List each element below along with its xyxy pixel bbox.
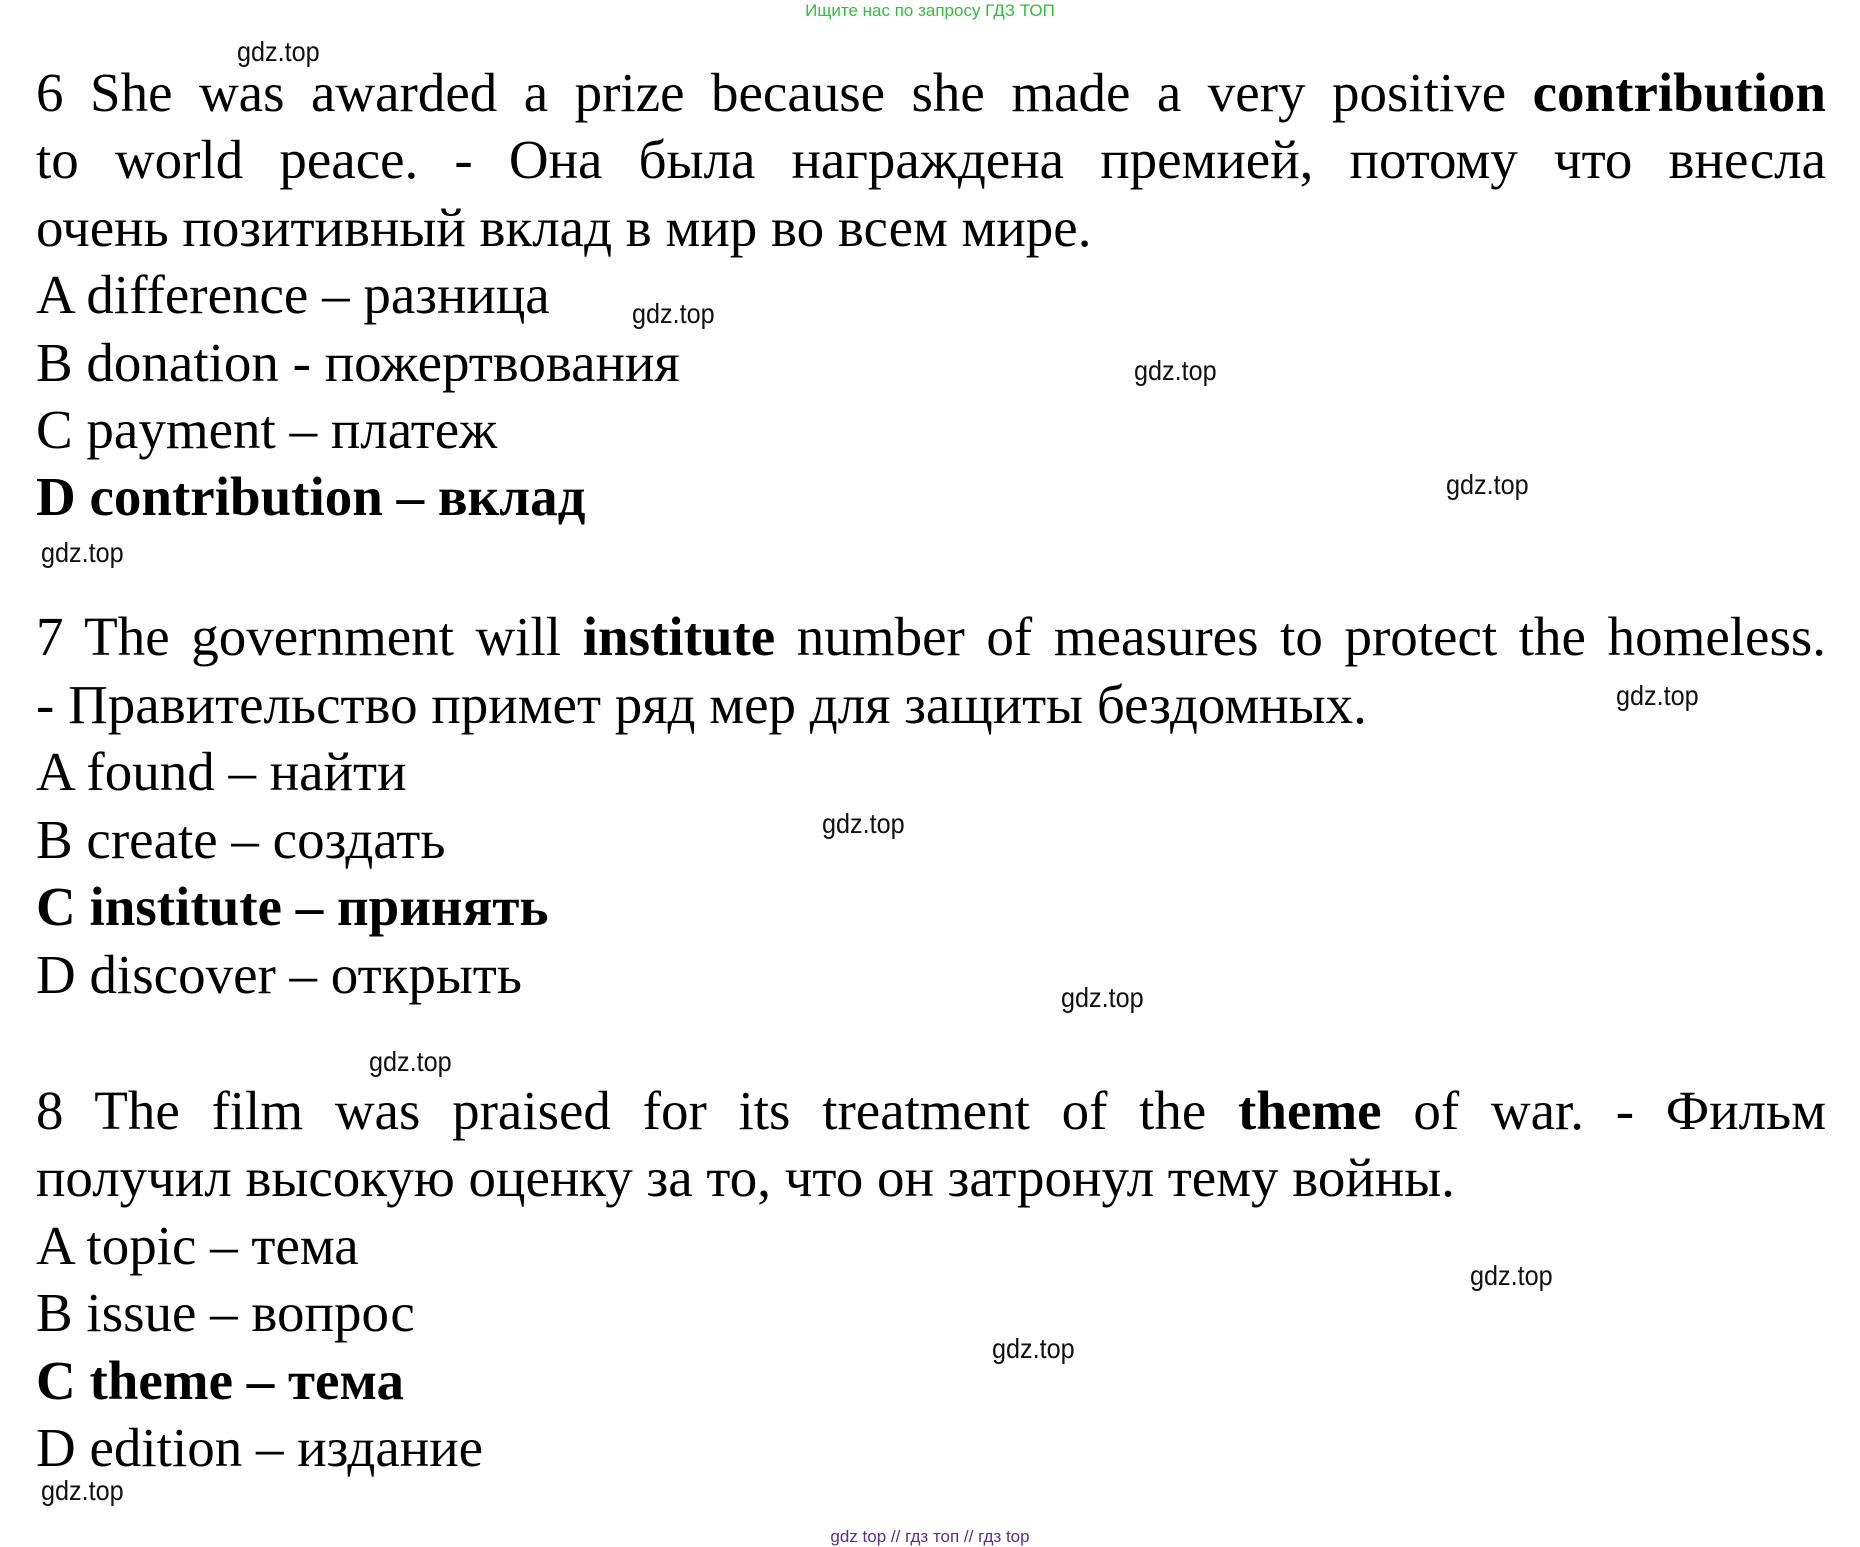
footer-links: gdz top // гдз топ // гдз top [830, 1527, 1030, 1546]
keyword: institute [582, 606, 776, 667]
question-6-option-b: B donation - пожертвования [36, 332, 680, 393]
watermark: gdz.top [1616, 680, 1699, 711]
watermark: gdz.top [632, 298, 715, 329]
watermark: gdz.top [1470, 1260, 1553, 1291]
question-text: to world peace. - Она была награждена премией, потому что внесла [36, 129, 1826, 190]
question-6-option-d-correct: D contribution – вклад [36, 466, 586, 527]
watermark: gdz.top [41, 1475, 124, 1506]
question-7-option-b: B create – создать [36, 809, 446, 870]
question-7-option-d: D discover – открыть [36, 944, 522, 1005]
question-text: получил высокую оценку за то, что он затронул тему войны. [36, 1147, 1455, 1208]
question-text: очень позитивный вклад в мир во всем мире. [36, 197, 1092, 258]
question-8-option-d: D edition – издание [36, 1417, 484, 1478]
watermark: gdz.top [237, 36, 320, 67]
keyword: theme [1238, 1080, 1382, 1141]
question-6-option-a: A difference – разница [36, 264, 550, 325]
question-8-option-b: B issue – вопрос [36, 1282, 415, 1343]
watermark: gdz.top [369, 1046, 452, 1077]
watermark: gdz.top [822, 808, 905, 839]
question-7-option-c-correct: C institute – принять [36, 876, 549, 937]
question-text: 8 The film was praised for its treatment of the [36, 1080, 1239, 1141]
question-7-line-2 [36, 672, 1367, 738]
question-text: number of measures to protect the homeless. [775, 606, 1827, 667]
question-text: 7 The government will [36, 606, 583, 667]
question-6-option-c: C payment – платеж [36, 399, 498, 460]
keyword: contribution [1532, 62, 1826, 123]
question-text: 6 She was awarded a prize because she made a very positive [36, 62, 1533, 123]
question-text: of war. - Фильм [1381, 1080, 1826, 1141]
question-8-line-2 [36, 1145, 1455, 1211]
question-6-line-2 [36, 127, 1826, 193]
question-6-line-1 [36, 60, 1826, 126]
question-6-line-3 [36, 195, 1091, 261]
question-7-option-a: A found – найти [36, 741, 407, 802]
watermark: gdz.top [1134, 355, 1217, 386]
watermark: gdz.top [41, 537, 124, 568]
question-8-line-1 [36, 1078, 1826, 1144]
question-8-option-a: A topic – тема [36, 1215, 359, 1276]
question-7-line-1 [36, 604, 1826, 670]
watermark: gdz.top [1061, 982, 1144, 1013]
question-text: - Правительство примет ряд мер для защиты бездомных. [36, 674, 1367, 735]
question-8-option-c-correct: C theme – тема [36, 1350, 405, 1411]
watermark: gdz.top [992, 1333, 1075, 1364]
watermark: gdz.top [1446, 469, 1529, 500]
search-banner: Ищите нас по запросу ГДЗ ТОП [805, 1, 1055, 20]
